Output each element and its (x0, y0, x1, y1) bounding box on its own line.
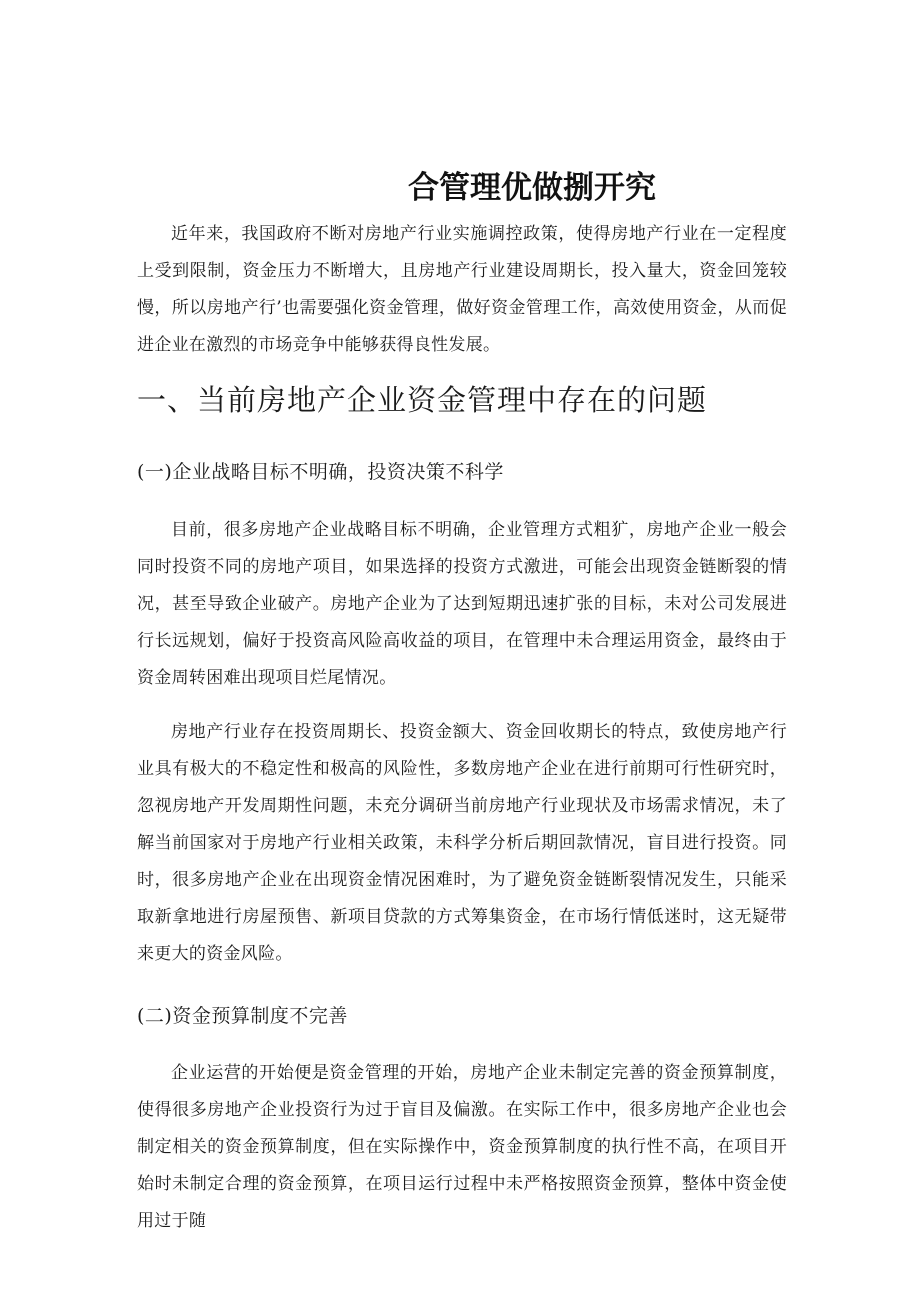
subsection-heading-1: (一)企业战略目标不明确，投资决策不科学 (137, 461, 504, 483)
subsection-heading-2: (二)资金预算制度不完善 (137, 1005, 348, 1027)
intro-paragraph: 近年来，我国政府不断对房地产行业实施调控政策，使得房地产行业在一定程度上受到限制，资金压力不断增大，且房地产行业建设周期长，投入量大，资金回笼较慢，所以房地产行’也需要强化资金管理，做好资金管理工作，高效使用资金，从而促进企业在激烈的市场竞争中能够获得良性发展。 (137, 224, 787, 355)
subsection-1-paragraph-2: 房地产行业存在投资周期长、投资金额大、资金回收期长的特点，致使房地产行业具有极大的不稳定性和极高的风险性，多数房地产企业在进行前期可行性研究时，忽视房地产开发周期性问题，未充分调研当前房地产行业现状及市场需求情况，未了解当前国家对于房地产行业相关政策，未科学分析后期回款情况，盲目进行投资。同时，很多房地产企业在出现资金情况困难时，为了避免资金链断裂情况发生，只能采取新拿地进行房屋预售、新项目贷款的方式筹集资金，在市场行情低迷时，这无疑带来更大的资金风险。 (137, 722, 787, 964)
document-title: 合管理优做捌开究 (408, 169, 656, 206)
subsection-2-paragraph-1: 企业运营的开始便是资金管理的开始，房地产企业未制定完善的资金预算制度，使得很多房地产企业投资行为过于盲目及偏激。在实际工作中，很多房地产企业也会制定相关的资金预算制度，但在实际操作中，资金预算制度的执行性不高，在项目开始时未制定合理的资金预算，在项目运行过程中未严格按照资金预算，整体中资金使用过于随 (137, 1063, 787, 1231)
subsection-1-paragraph-1: 目前，很多房地产企业战略目标不明确，企业管理方式粗犷，房地产企业一般会同时投资不同的房地产项目，如果选择的投资方式激进，可能会出现资金链断裂的情况，甚至导致企业破产。房地产企业为了达到短期迅速扩张的目标，未对公司发展进行长远规划，偏好于投资高风险高收益的项目，在管理中未合理运用资金，最终由于资金周转困难出现项目烂尾情况。 (137, 520, 787, 688)
section-heading: 一、当前房地产企业资金管理中存在的问题 (137, 383, 708, 417)
